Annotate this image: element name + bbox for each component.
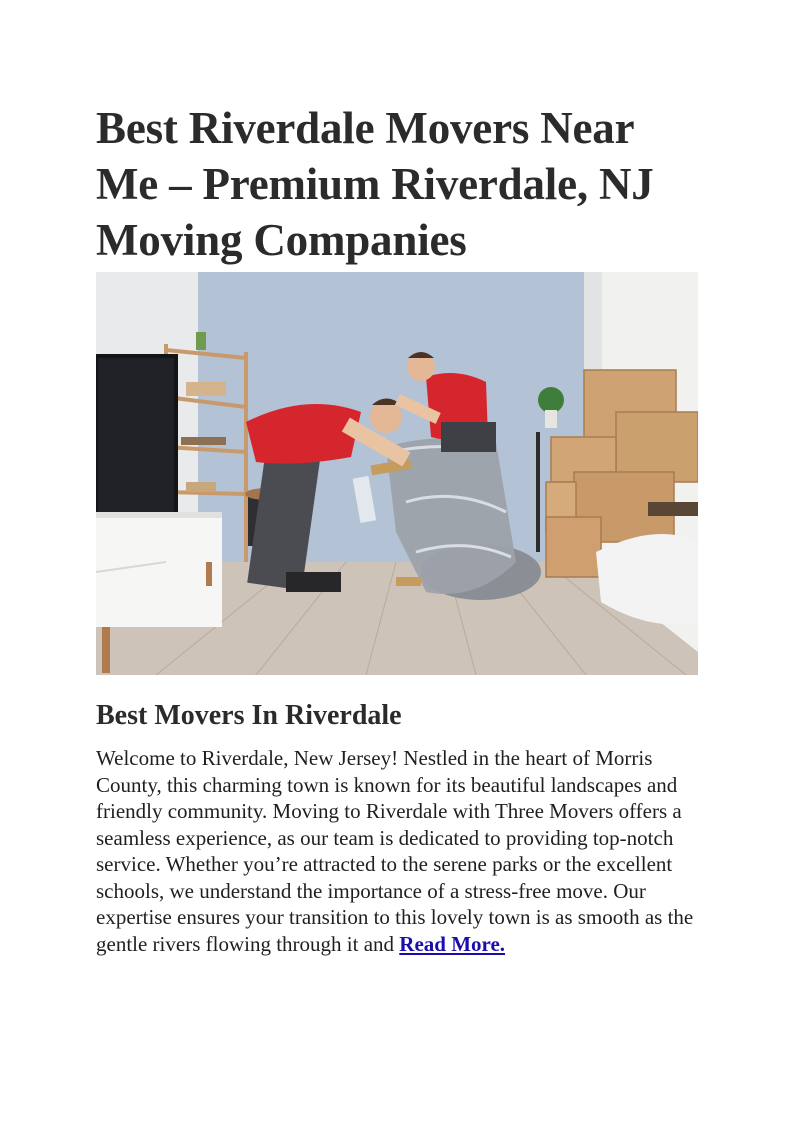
intro-paragraph	[96, 745, 698, 957]
section-heading: Best Movers In Riverdale	[96, 700, 402, 731]
read-more-link[interactable]: Read More.	[399, 931, 506, 956]
paragraph-text: Welcome to Riverdale, New Jersey! Nestled in the heart of Morris County, this charming town is known for its beautiful landscapes and friendly community. Moving to Riverdale with Three Movers offers a seamless experience, as our team is dedicated to providing top-notch service. Whether you’re attracted to the serene parks or the excellent schools, we understand the importance of a stress-free move. Our expertise ensures your transition to this lovely town is as smooth as the gentle rivers flowing through it and	[96, 746, 694, 956]
document-page	[96, 100, 698, 957]
page-title: Best Riverdale Movers Near Me – Premium Riverdale, NJ Moving Companies	[96, 103, 654, 265]
hero-image-movers	[96, 272, 698, 675]
movers-illustration	[96, 272, 698, 675]
